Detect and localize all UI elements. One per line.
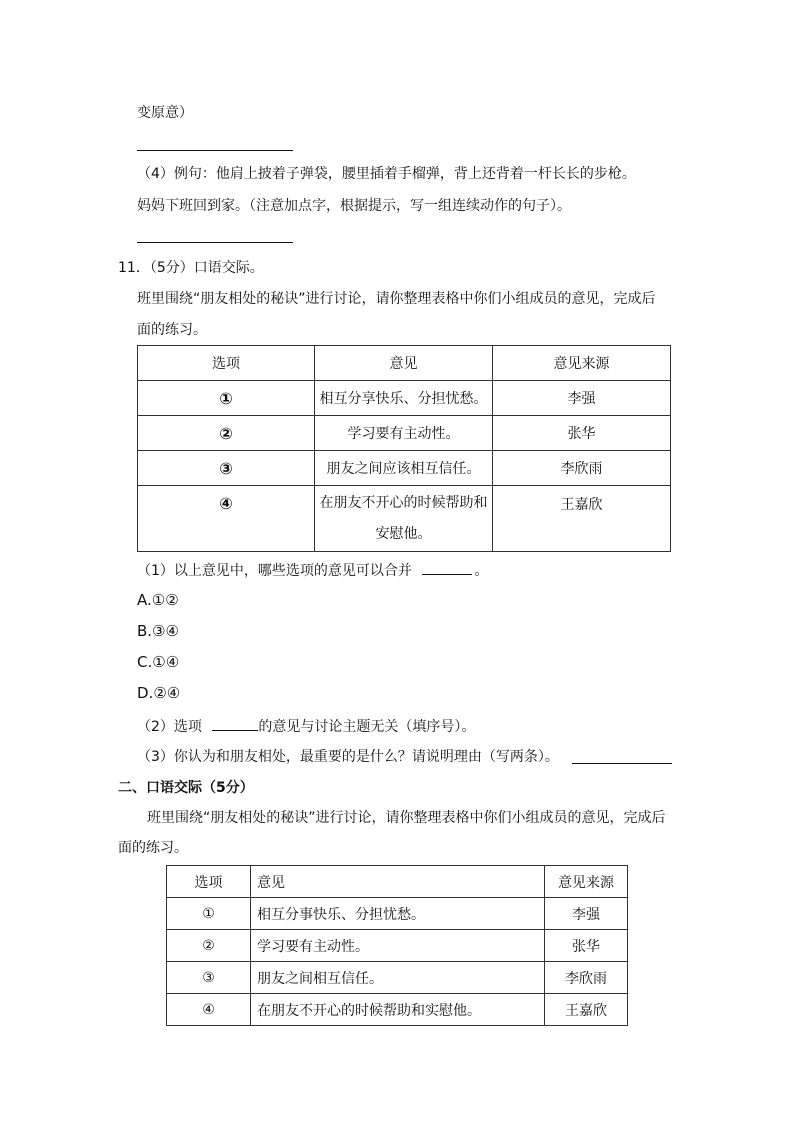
table1-opinion-cell: 相互分享快乐、分担忧愁。: [315, 381, 493, 416]
table2-source-cell: 王嘉欣: [545, 994, 628, 1026]
table1-source-cell: 李强: [493, 381, 671, 416]
table1-opinion-line2: 安慰他。: [375, 525, 432, 542]
table2-header-opinion: 意见: [251, 866, 545, 898]
table2-opinion-cell: 在朋友不开心的时候帮助和实慰他。: [251, 994, 545, 1026]
table2-header-option: 选项: [167, 866, 251, 898]
choice-c[interactable]: C.①④: [137, 653, 180, 671]
table2-source-cell: 张华: [545, 930, 628, 962]
table1-opinion-cell: 学习要有主动性。: [315, 416, 493, 451]
table2-opinion-cell: 学习要有主动性。: [251, 930, 545, 962]
sub-question-2: [137, 716, 475, 737]
sub-question-1-text: （1）以上意见中，哪些选项的意见可以合并: [137, 563, 412, 579]
table2-option-cell: ①: [167, 898, 251, 930]
table1-opinion-line1: 在朋友不开心的时候帮助和: [319, 494, 488, 511]
question-11-title: 11．（5分）口语交际。: [118, 260, 264, 276]
table1-option-cell: ④: [138, 486, 315, 552]
sub-question-2-text: （2）选项: [137, 719, 202, 735]
table1-source-cell: 张华: [493, 416, 671, 451]
question-11-intro-line2: 面的练习。: [137, 322, 207, 338]
sub-question-1-blank[interactable]: [422, 560, 472, 575]
sub-question-1-end: 。: [474, 563, 489, 579]
table2-opinion-cell: 相互分事快乐、分担忧愁。: [251, 898, 545, 930]
sub-question-1: [137, 560, 488, 581]
sub-question-3-blank[interactable]: [572, 763, 672, 764]
table1-header-opinion: 意见: [315, 346, 493, 381]
answer-blank-4[interactable]: [137, 242, 293, 243]
part2-heading: 二、口语交际（5分）: [118, 780, 254, 796]
sub-question-3: （3）你认为和朋友相处，最重要的是什么？请说明理由（写两条）。: [137, 749, 559, 765]
table2-header-source: 意见来源: [545, 866, 628, 898]
table2-source-cell: 李欣雨: [545, 962, 628, 994]
table2-opinion-cell: 朋友之间相互信任。: [251, 962, 545, 994]
table2-option-cell: ②: [167, 930, 251, 962]
sub-question-2-blank[interactable]: [212, 716, 258, 731]
example-4-task: 妈妈下班回到家。（注意加点字，根据提示，写一组连续动作的句子）。: [137, 198, 571, 214]
table1-source-cell: 李欣雨: [493, 451, 671, 486]
table2-option-cell: ③: [167, 962, 251, 994]
table1-option-cell: ③: [138, 451, 315, 486]
table1-header-option: 选项: [138, 346, 315, 381]
table2-option-cell: ④: [167, 994, 251, 1026]
part2-intro-line1: 班里围绕“朋友相处的秘诀”进行讨论，请你整理表格中你们小组成员的意见，完成后: [147, 810, 666, 826]
opinion-table-2: [166, 865, 628, 1026]
example-4-sentence: （4）例句：他肩上披着子弹袋，腰里插着手榴弹，背上还背着一杆长长的步枪。: [137, 166, 636, 182]
choice-a[interactable]: A.①②: [137, 591, 179, 609]
continuation-text: 变原意）: [137, 105, 193, 121]
choice-b[interactable]: B.③④: [137, 622, 179, 640]
table1-opinion-cell: 朋友之间应该相互信任。: [315, 451, 493, 486]
opinion-table-1: [137, 345, 671, 552]
question-11-intro-line1: 班里围绕“朋友相处的秘诀”进行讨论，请你整理表格中你们小组成员的意见，完成后: [137, 291, 656, 307]
sub-question-2-end: 的意见与讨论主题无关（填序号）。: [258, 719, 476, 735]
choice-d[interactable]: D.②④: [137, 684, 181, 702]
table1-opinion-cell: [315, 486, 493, 552]
table1-option-cell: ②: [138, 416, 315, 451]
table1-source-cell: 王嘉欣: [493, 486, 671, 552]
table1-header-source: 意见来源: [493, 346, 671, 381]
table2-source-cell: 李强: [545, 898, 628, 930]
table1-option-cell: ①: [138, 381, 315, 416]
part2-intro-line2: 面的练习。: [118, 840, 188, 856]
answer-blank-3[interactable]: [137, 150, 293, 151]
